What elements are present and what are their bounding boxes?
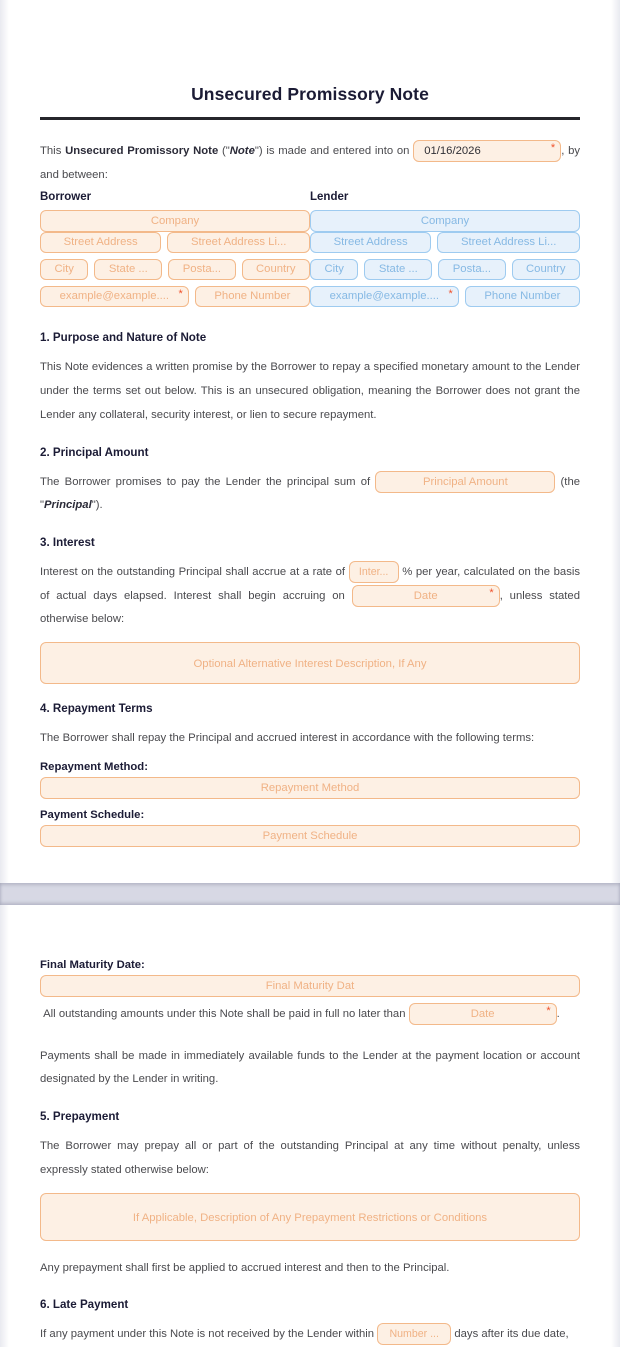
principal-term-bold: Principal bbox=[44, 499, 92, 512]
section-3-tail-text: , unless stated otherwise below: bbox=[40, 589, 580, 626]
maturity-payoff-date-placeholder: Date bbox=[470, 1007, 495, 1020]
lender-phone-field[interactable]: Phone Number bbox=[465, 286, 580, 307]
section-2-body bbox=[40, 471, 580, 518]
intro-post-text: , by and between: bbox=[40, 145, 580, 181]
required-asterisk-icon: * bbox=[546, 1004, 551, 1017]
section-1-body: This Note evidences a written promise by the Borrower to repay a specified monetary amount to the Lender under the terms set out below. This is an unsecured obligation, meaning the Borrower does not grant the Lender any collateral, security interest, or lien to secure repayment. bbox=[40, 361, 580, 421]
required-asterisk-icon: * bbox=[489, 586, 494, 599]
borrower-email-field[interactable] bbox=[40, 286, 189, 307]
lender-email-field[interactable] bbox=[310, 286, 459, 307]
intro-pre-text: This bbox=[40, 145, 66, 157]
maturity-tail-text: . bbox=[556, 1007, 560, 1020]
section-5-body: The Borrower may prepay all or part of the outstanding Principal at any time without penalty, unless expressly stated otherwise below: bbox=[40, 1140, 580, 1176]
section-3-heading: 3. Interest bbox=[40, 536, 95, 550]
lender-city-field[interactable]: City bbox=[310, 259, 358, 280]
section-3-mid-text: % per year, calculated on the basis of actual days elapsed. Interest shall begin accruing on bbox=[40, 566, 581, 602]
intro-paragraph bbox=[40, 140, 580, 187]
payment-schedule-label: Payment Schedule: bbox=[40, 808, 145, 821]
final-maturity-date-field[interactable]: Final Maturity Dat bbox=[40, 975, 580, 997]
required-asterisk-icon: * bbox=[178, 288, 183, 301]
borrower-phone-field[interactable]: Phone Number bbox=[195, 286, 310, 307]
agreement-date-field[interactable] bbox=[413, 140, 561, 162]
borrower-locality-row bbox=[40, 259, 310, 280]
maturity-lead-text: All outstanding amounts under this Note shall be paid in full no later than bbox=[43, 1007, 406, 1020]
lender-street-address-2-field[interactable]: Street Address Li... bbox=[437, 232, 580, 253]
repayment-method-label: Repayment Method: bbox=[40, 760, 148, 773]
maturity-payoff-date-field[interactable] bbox=[409, 1003, 557, 1025]
borrower-state-field[interactable]: State ... bbox=[94, 259, 162, 280]
interest-rate-field[interactable]: Inter... bbox=[349, 561, 399, 583]
borrower-contact-row bbox=[40, 286, 310, 307]
late-payment-days-field[interactable]: Number ... bbox=[377, 1323, 451, 1345]
section-6-body bbox=[40, 1323, 580, 1347]
title-divider bbox=[40, 117, 580, 120]
borrower-block bbox=[40, 191, 310, 313]
page-2-top-margin bbox=[40, 905, 580, 949]
lender-country-field[interactable]: Country bbox=[512, 259, 581, 280]
borrower-company-field[interactable]: Company bbox=[40, 210, 310, 232]
lender-contact-row bbox=[310, 286, 580, 307]
intro-mid-text: (" bbox=[218, 145, 230, 157]
intro-mid2-text: ") is made and entered into on bbox=[254, 145, 410, 157]
borrower-postal-field[interactable]: Posta... bbox=[168, 259, 235, 280]
section-5-heading: 5. Prepayment bbox=[40, 1110, 120, 1124]
page-left-edge bbox=[0, 0, 9, 883]
borrower-heading: Borrower bbox=[40, 191, 92, 204]
interest-accrual-date-field[interactable] bbox=[352, 585, 500, 607]
lender-postal-field[interactable]: Posta... bbox=[438, 259, 505, 280]
repayment-method-field[interactable]: Repayment Method bbox=[40, 777, 580, 799]
payments-paragraph: Payments shall be made in immediately available funds to the Lender at the payment location or account designated by the Lender in writing. bbox=[40, 1049, 580, 1086]
borrower-street-address-field[interactable]: Street Address bbox=[40, 232, 161, 253]
interest-accrual-date-placeholder: Date bbox=[413, 589, 438, 602]
page-left-edge bbox=[0, 905, 9, 1347]
lender-locality-row bbox=[310, 259, 580, 280]
section-6-tail-text: days after its due date, bbox=[454, 1328, 569, 1341]
borrower-city-field[interactable]: City bbox=[40, 259, 88, 280]
section-3-body bbox=[40, 561, 580, 632]
maturity-statement bbox=[40, 1003, 580, 1027]
lender-state-field[interactable]: State ... bbox=[364, 259, 432, 280]
document-page-2 bbox=[0, 905, 620, 1347]
parties-row bbox=[40, 191, 580, 313]
section-2-lead-text: The Borrower promises to pay the Lender the principal sum of bbox=[40, 475, 371, 488]
lender-street-address-field[interactable]: Street Address bbox=[310, 232, 431, 253]
page-right-edge bbox=[611, 0, 620, 883]
page-break-gap bbox=[0, 883, 620, 905]
section-4-heading: 4. Repayment Terms bbox=[40, 702, 153, 716]
section-6-heading: 6. Late Payment bbox=[40, 1298, 129, 1312]
page-right-edge bbox=[611, 905, 620, 1347]
page-1-bottom-margin bbox=[40, 847, 580, 883]
borrower-country-field[interactable]: Country bbox=[242, 259, 311, 280]
section-2-after-end-text: "). bbox=[91, 499, 103, 512]
borrower-email-placeholder: example@example.... bbox=[59, 290, 170, 303]
final-maturity-date-label: Final Maturity Date: bbox=[40, 958, 145, 971]
lender-company-field[interactable]: Company bbox=[310, 210, 580, 232]
document-title: Unsecured Promissory Note bbox=[191, 84, 429, 104]
borrower-street-address-2-field[interactable]: Street Address Li... bbox=[167, 232, 310, 253]
section-1-heading: 1. Purpose and Nature of Note bbox=[40, 331, 207, 345]
alternative-interest-description-field[interactable]: Optional Alternative Interest Description, If Any bbox=[40, 642, 580, 684]
section-4-lead: The Borrower shall repay the Principal and accrued interest in accordance with the following terms: bbox=[40, 732, 535, 745]
section-6-lead-text: If any payment under this Note is not received by the Lender within bbox=[40, 1328, 375, 1341]
section-5-closing: Any prepayment shall first be applied to accrued interest and then to the Principal. bbox=[40, 1261, 450, 1274]
required-asterisk-icon: * bbox=[550, 142, 556, 155]
page-top-margin bbox=[40, 0, 580, 84]
lender-heading: Lender bbox=[310, 191, 349, 204]
section-2-after-text: (the " bbox=[40, 475, 581, 512]
agreement-date-value: 01/16/2026 bbox=[424, 145, 481, 158]
payment-schedule-field[interactable]: Payment Schedule bbox=[40, 825, 580, 847]
required-asterisk-icon: * bbox=[448, 288, 453, 301]
section-3-lead-text: Interest on the outstanding Principal shall accrue at a rate of bbox=[40, 566, 346, 579]
lender-email-placeholder: example@example.... bbox=[329, 290, 440, 303]
prepayment-restrictions-field[interactable]: If Applicable, Description of Any Prepayment Restrictions or Conditions bbox=[40, 1193, 580, 1241]
borrower-street-row bbox=[40, 232, 310, 253]
section-2-heading: 2. Principal Amount bbox=[40, 445, 149, 459]
intro-note-bold: Unsecured Promissory Note bbox=[65, 145, 219, 157]
lender-block bbox=[310, 191, 580, 313]
principal-amount-field[interactable]: Principal Amount bbox=[375, 471, 555, 493]
lender-street-row bbox=[310, 232, 580, 253]
intro-note-italic: Note bbox=[229, 145, 255, 157]
